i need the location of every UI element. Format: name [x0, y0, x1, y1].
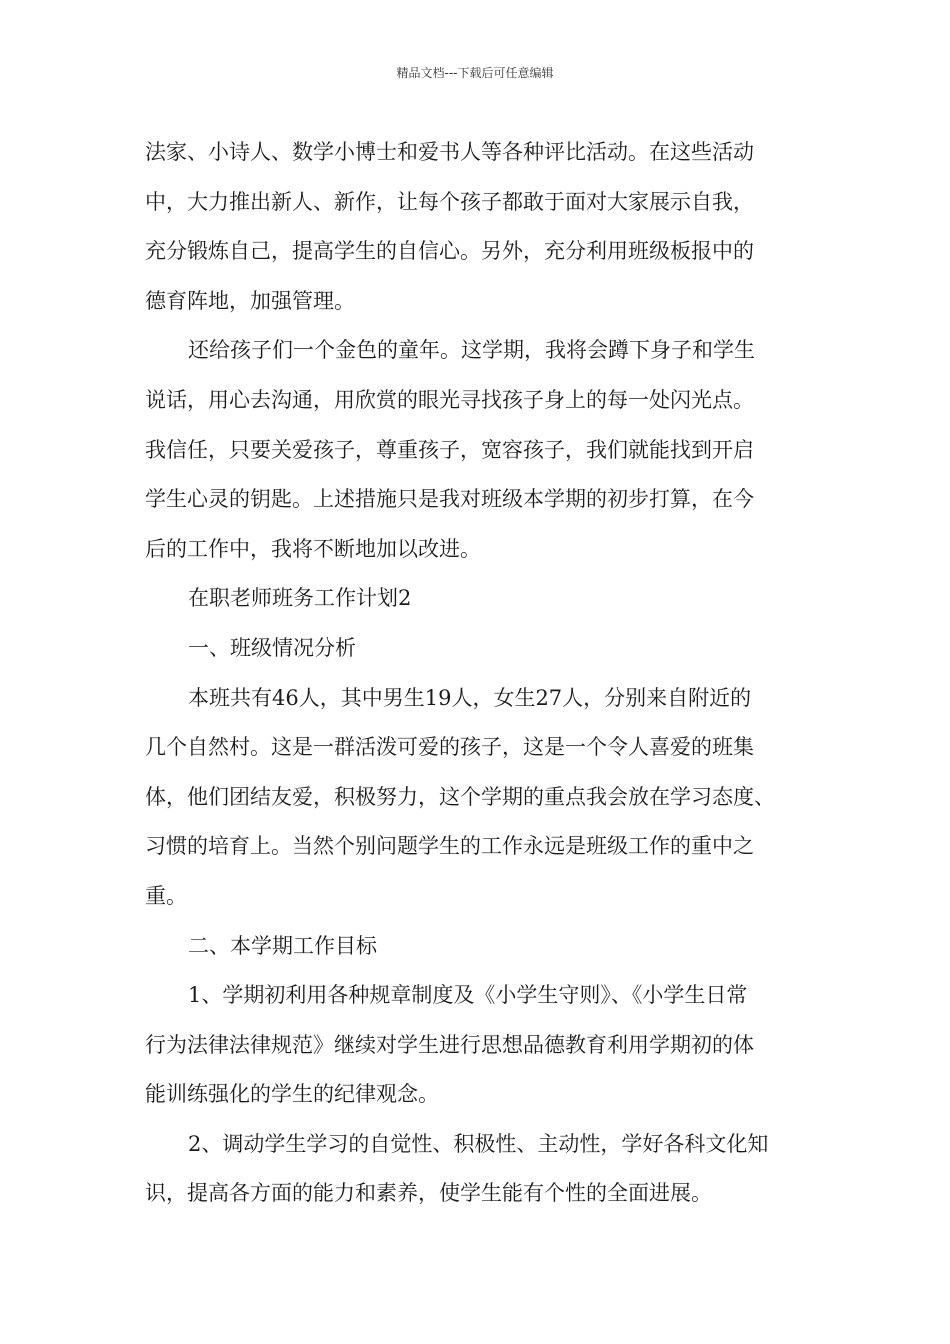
text-line: 识，提高各方面的能力和素养，使学生能有个性的全面进展。 — [145, 1181, 712, 1206]
text-line: 行为法律法律规范》继续对学生进行思想品德教育利用学期初的体 — [145, 1032, 754, 1057]
section-title: 在职老师班务工作计划2 — [188, 586, 412, 611]
text-line: 体，他们团结友爱，积极努力，这个学期的重点我会放在学习态度、 — [145, 784, 775, 809]
text-line: 重。 — [145, 883, 187, 908]
section-heading: 二、本学期工作目标 — [188, 933, 377, 958]
text-line: 中，大力推出新人、新作，让每个孩子都敢于面对大家展示自我， — [145, 189, 754, 214]
text-line: 法家、小诗人、数学小博士和爱书人等各种评比活动。在这些活动 — [145, 140, 754, 164]
section-heading: 一、班级情况分析 — [188, 635, 356, 660]
text-line: 习惯的培育上。当然个别问题学生的工作永远是班级工作的重中之 — [145, 834, 754, 859]
text-line: 充分锻炼自己，提高学生的自信心。另外，充分利用班级板报中的 — [145, 239, 754, 264]
paragraph-start-line: 1、学期初利用各种规章制度及《小学生守则》、《小学生日常 — [188, 983, 748, 1008]
paragraph-start-line: 本班共有46人，其中男生19人，女生27人，分别来自附近的 — [188, 685, 752, 710]
document-body — [145, 128, 805, 1219]
paragraph-start-line: 还给孩子们一个金色的童年。这学期，我将会蹲下身子和学生 — [188, 338, 755, 363]
text-line: 学生心灵的钥匙。上述措施只是我对班级本学期的初步打算，在今 — [145, 487, 754, 512]
text-line: 几个自然村。这是一群活泼可爱的孩子，这是一个令人喜爱的班集 — [145, 735, 754, 760]
page-header: 精品文档---下载后可任意编辑 — [396, 66, 554, 80]
text-line: 说话，用心去沟通，用欣赏的眼光寻找孩子身上的每一处闪光点。 — [145, 387, 754, 412]
paragraph-start-line: 2、调动学生学习的自觉性、积极性、主动性，学好各科文化知 — [188, 1131, 769, 1156]
text-line: 我信任，只要关爱孩子，尊重孩子，宽容孩子，我们就能找到开启 — [145, 437, 754, 462]
text-line: 德育阵地，加强管理。 — [145, 288, 355, 313]
text-line: 能训练强化的学生的纪律观念。 — [145, 1082, 439, 1107]
text-line: 后的工作中，我将不断地加以改进。 — [145, 536, 481, 561]
